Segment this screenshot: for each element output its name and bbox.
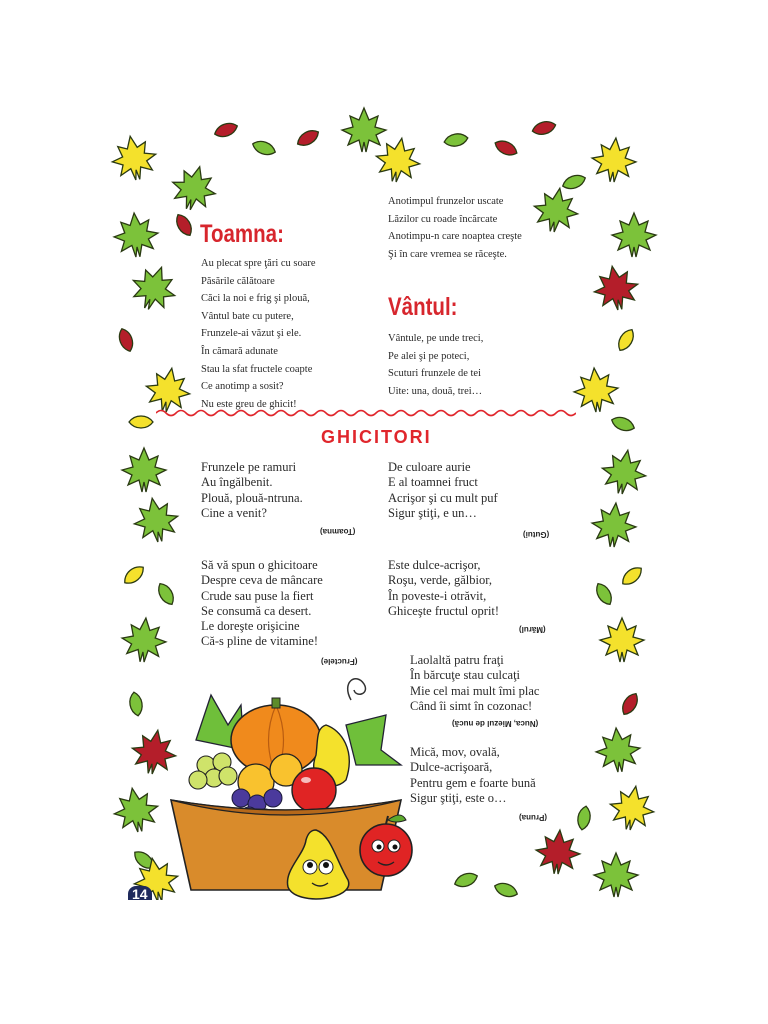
riddle-gutui bbox=[388, 460, 498, 521]
riddle-toamna bbox=[201, 460, 303, 521]
poem-line: E al toamnei fruct bbox=[388, 475, 478, 490]
answer-nuca: (Nuca, Miezul de nucă) bbox=[452, 719, 539, 728]
poem-line: Mică, mov, ovală, bbox=[410, 745, 500, 759]
oval-leaf-icon bbox=[615, 327, 637, 354]
riddle-marul bbox=[388, 558, 499, 619]
oval-leaf-icon bbox=[155, 581, 177, 608]
answer-gutui: (Gutui) bbox=[523, 530, 550, 539]
maple-leaf-icon bbox=[112, 211, 160, 259]
poem-line: Vântul bate cu putere, bbox=[201, 310, 294, 322]
poem-line: Dulce-acrişoară, bbox=[410, 760, 493, 775]
title-toamna: Toamna: bbox=[200, 220, 284, 248]
poem-vantul bbox=[388, 330, 483, 400]
oval-leaf-icon bbox=[121, 563, 147, 588]
poem-line: Roşu, verde, gălbior, bbox=[388, 573, 492, 588]
poem-line: Frunzele-ai văzut şi ele. bbox=[201, 328, 302, 339]
oval-leaf-icon bbox=[493, 137, 520, 158]
oval-leaf-icon bbox=[213, 120, 240, 139]
poem-line: Căci la noi e frig şi plouă, bbox=[201, 293, 310, 304]
answer-fructele: (Fructele) bbox=[321, 657, 358, 666]
poem-line: Uite: una, două, trei… bbox=[388, 385, 483, 397]
poem-line: În poveste-i otrăvit, bbox=[388, 588, 487, 603]
maple-leaf-icon bbox=[599, 447, 650, 498]
oval-leaf-icon bbox=[295, 127, 322, 149]
answer-toamna: (Toamna) bbox=[320, 527, 356, 536]
answer-pruna: (Pruna) bbox=[519, 813, 547, 822]
poem-line: Pentru gem e foarte bună bbox=[410, 775, 536, 790]
maple-leaf-icon bbox=[131, 495, 182, 546]
poem-line: Au îngălbenit. bbox=[201, 475, 273, 490]
oval-leaf-icon bbox=[576, 805, 592, 831]
maple-leaf-icon bbox=[600, 618, 644, 662]
maple-leaf-icon bbox=[111, 785, 162, 836]
poem-line: În cămară adunate bbox=[201, 346, 278, 357]
poem-line: Să vă spun o ghicitoare bbox=[201, 558, 318, 572]
maple-leaf-icon bbox=[590, 136, 638, 184]
poem-line: Ce anotimp a sosit? bbox=[201, 381, 284, 392]
oval-leaf-icon bbox=[443, 132, 469, 148]
oval-leaf-icon bbox=[561, 172, 588, 191]
poem-line: Păsările călătoare bbox=[201, 275, 275, 287]
maple-leaf-icon bbox=[126, 260, 182, 316]
poem-line: Este dulce-acrişor, bbox=[388, 558, 481, 572]
maple-leaf-icon bbox=[590, 501, 638, 549]
poem-line: Mie cel mai mult îmi plac bbox=[410, 683, 540, 698]
poem-line: Pe alei şi pe poteci, bbox=[388, 350, 470, 362]
maple-leaf-icon bbox=[534, 828, 582, 876]
poem-line: Nu este greu de ghicit! bbox=[201, 398, 297, 410]
poem-line: Frunzele pe ramuri bbox=[201, 460, 297, 474]
poem-line: Se consumă ca desert. bbox=[201, 603, 312, 618]
oval-leaf-icon bbox=[619, 564, 645, 589]
poem-line: Sigur ştiţi, e un… bbox=[388, 505, 477, 520]
poem-line: Anotimpul frunzelor uscate bbox=[388, 196, 504, 207]
maple-leaf-icon bbox=[109, 133, 160, 184]
poem-line: Că-s pline de vitamine! bbox=[201, 634, 318, 649]
poem-line: Despre ceva de mâncare bbox=[201, 573, 323, 588]
maple-leaf-icon bbox=[342, 108, 386, 152]
maple-leaf-icon bbox=[572, 366, 620, 414]
oval-leaf-icon bbox=[619, 691, 641, 718]
poem-line: Când îi simt în cozonac! bbox=[410, 698, 533, 713]
book-page bbox=[96, 100, 678, 900]
poem-line: De culoare aurie bbox=[388, 460, 471, 474]
answer-marul: (Mărul) bbox=[519, 625, 546, 634]
oval-leaf-icon bbox=[116, 327, 135, 354]
poem-line: Plouă, plouă-ntruna. bbox=[201, 490, 303, 505]
poem-line: Anotimpu-n care noaptea creşte bbox=[388, 231, 522, 242]
heading-ghicitori: GHICITORI bbox=[321, 427, 432, 447]
maple-leaf-icon bbox=[167, 161, 221, 215]
riddle-pruna bbox=[410, 745, 536, 806]
riddle-fructele bbox=[201, 558, 323, 650]
maple-leaf-icon bbox=[373, 135, 424, 186]
poem-line: Scuturi frunzele de tei bbox=[388, 368, 482, 379]
poem-line: Le doreşte orişicine bbox=[201, 619, 300, 634]
maple-leaf-icon bbox=[120, 616, 168, 664]
wavy-divider bbox=[156, 407, 576, 419]
oval-leaf-icon bbox=[173, 212, 195, 239]
maple-leaf-icon bbox=[612, 213, 656, 257]
oval-leaf-icon bbox=[593, 581, 615, 608]
riddle-nuca bbox=[410, 653, 539, 714]
maple-leaf-icon bbox=[591, 263, 642, 314]
poem-line: Sigur ştiţi, este o… bbox=[410, 790, 507, 805]
maple-leaf-icon bbox=[122, 448, 166, 492]
poem-line: Stau la sfat fructele coapte bbox=[201, 363, 313, 375]
oval-leaf-icon bbox=[493, 880, 520, 899]
poem-line: Lăzilor cu roade încărcate bbox=[388, 213, 498, 225]
poem-toamna-stanza-1 bbox=[201, 255, 316, 343]
poem-line: Acrişor şi cu mult puf bbox=[388, 490, 498, 505]
oval-leaf-icon bbox=[251, 138, 278, 157]
poem-line: Au plecat spre ţări cu soare bbox=[201, 258, 316, 269]
poem-line: Şi în care vremea se răceşte. bbox=[388, 248, 507, 260]
maple-leaf-icon bbox=[531, 185, 582, 236]
maple-leaf-icon bbox=[594, 726, 642, 774]
poem-toamna-stanza-2 bbox=[201, 343, 312, 413]
oval-leaf-icon bbox=[453, 870, 480, 889]
poem-line: Ghiceşte fructul oprit! bbox=[388, 603, 500, 618]
maple-leaf-icon bbox=[594, 853, 638, 897]
oval-leaf-icon bbox=[129, 416, 153, 428]
maple-leaf-icon bbox=[607, 783, 658, 834]
oval-leaf-icon bbox=[531, 119, 557, 137]
pear-character bbox=[276, 825, 366, 900]
poem-line: Vântule, pe unde treci, bbox=[388, 333, 484, 344]
poem-line: Laolaltă patru fraţi bbox=[410, 653, 504, 667]
poem-line: Cine a venit? bbox=[201, 505, 267, 520]
page-number: 14 bbox=[128, 886, 152, 900]
oval-leaf-icon bbox=[610, 414, 637, 433]
title-vantul: Vântul: bbox=[388, 293, 458, 321]
poem-line: Crude sau puse la fiert bbox=[201, 588, 314, 603]
poem-line: În bărcuţe stau culcaţi bbox=[410, 668, 521, 683]
oval-leaf-icon bbox=[128, 691, 144, 717]
poem-anotimp bbox=[388, 193, 522, 263]
